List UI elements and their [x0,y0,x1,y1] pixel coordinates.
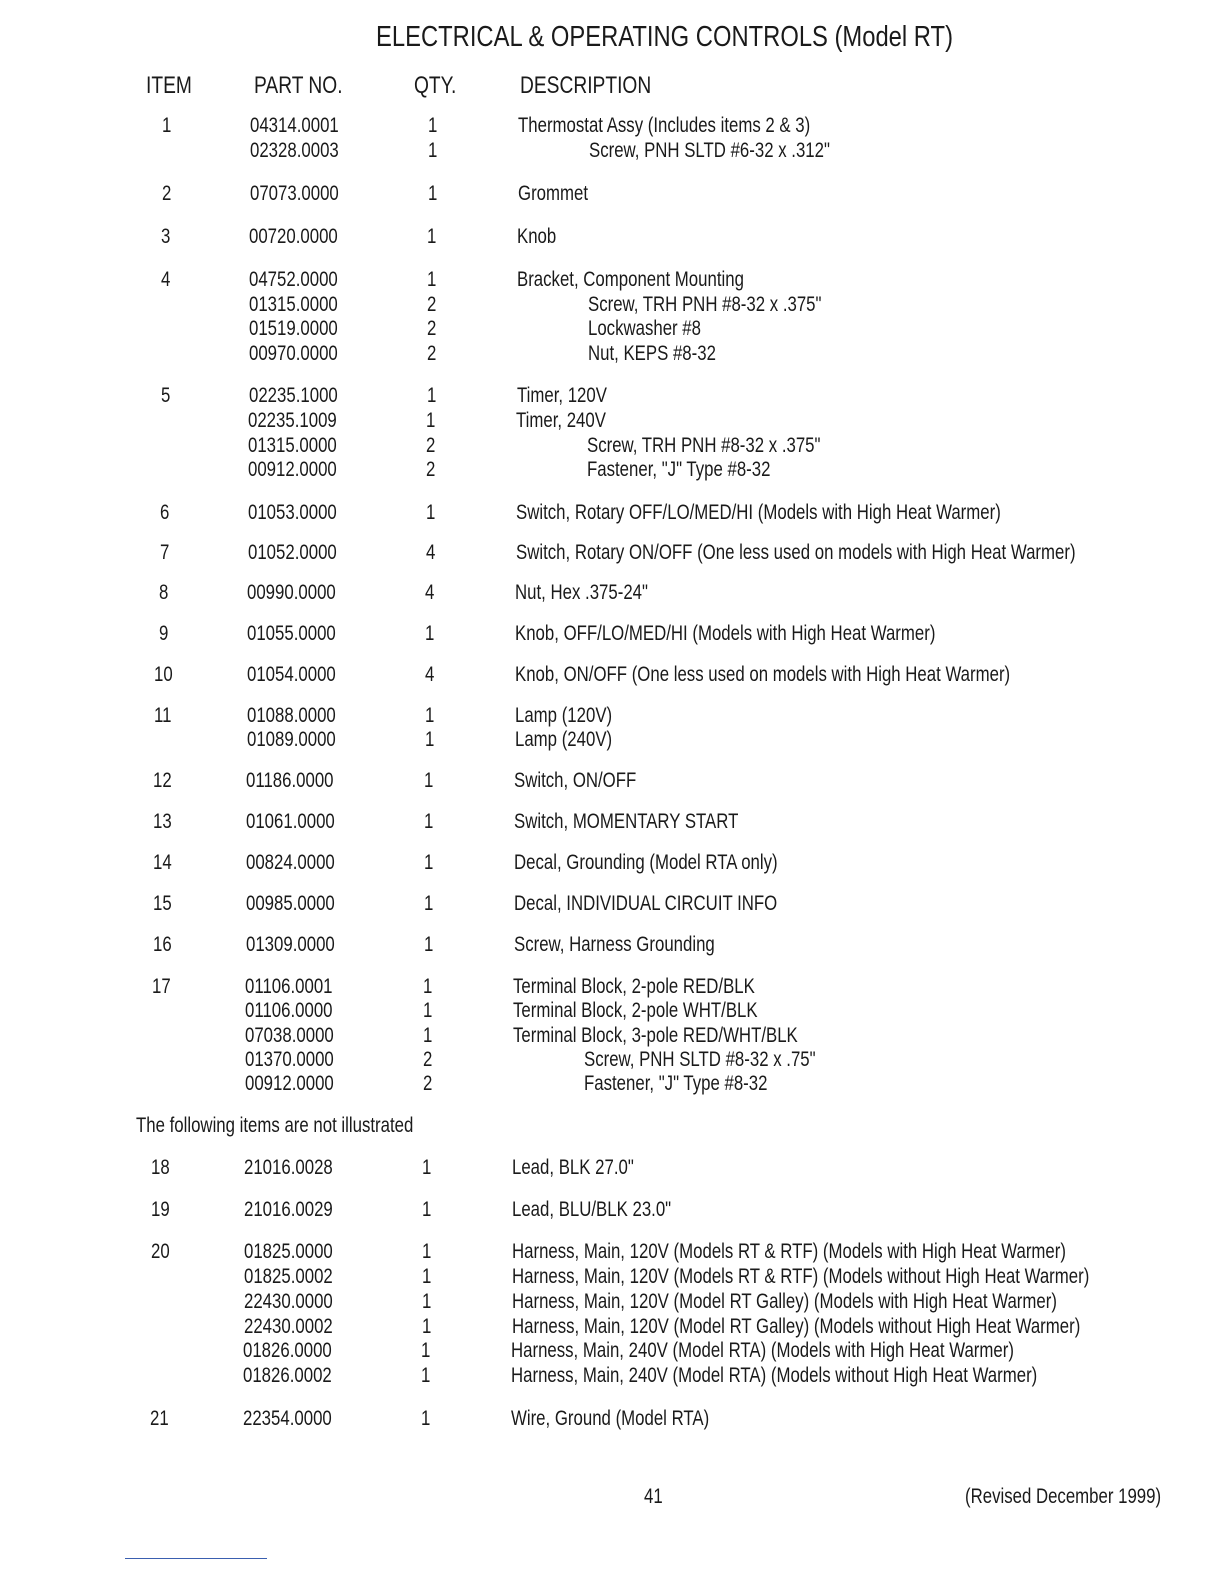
description: Switch, Rotary OFF/LO/MED/HI (Models with High Heat Warmer) [516,501,1001,524]
description: Knob, ON/OFF (One less used on models with High Heat Warmer) [515,663,1011,686]
part-number: 00912.0000 [245,1072,334,1095]
quantity: 1 [427,225,437,248]
revision-date: (Revised December 1999) [965,1485,1162,1508]
quantity: 4 [425,663,435,686]
page-title: ELECTRICAL & OPERATING CONTROLS (Model RT) [376,21,953,53]
description: Lamp (240V) [515,728,613,751]
item-number: 8 [159,581,169,604]
description: Switch, ON/OFF [514,769,637,792]
item-number: 11 [154,704,172,727]
part-number: 01315.0000 [248,434,337,457]
quantity: 1 [428,182,438,205]
quantity: 1 [421,1364,431,1387]
item-number: 9 [159,622,169,645]
part-number: 00985.0000 [246,892,335,915]
description: Timer, 240V [516,409,606,432]
quantity: 1 [424,933,434,956]
description: Screw, PNH SLTD #8-32 x .75" [584,1048,816,1071]
description: Fastener, "J" Type #8-32 [587,458,771,481]
description: Lead, BLK 27.0" [512,1156,634,1179]
description: Knob, OFF/LO/MED/HI (Models with High Heat Warmer) [515,622,936,645]
part-number: 01053.0000 [248,501,337,524]
quantity: 1 [427,268,437,291]
part-number: 22430.0002 [244,1315,333,1338]
part-number: 07073.0000 [250,182,339,205]
part-number: 01826.0000 [243,1339,332,1362]
description: Lamp (120V) [515,704,613,727]
item-number: 19 [151,1198,170,1221]
part-number: 01519.0000 [249,317,338,340]
part-number: 01089.0000 [247,728,336,751]
part-number: 02235.1000 [249,384,338,407]
description: Timer, 120V [517,384,607,407]
quantity: 1 [424,810,434,833]
description: Harness, Main, 240V (Model RTA) (Models with High Heat Warmer) [511,1339,1014,1362]
quantity: 1 [423,999,433,1022]
part-number: 01826.0002 [243,1364,332,1387]
description: Wire, Ground (Model RTA) [511,1407,710,1430]
description: Decal, Grounding (Model RTA only) [514,851,778,874]
quantity: 1 [422,1240,432,1263]
item-number: 16 [153,933,172,956]
quantity: 2 [427,293,437,316]
part-number: 01106.0000 [245,999,333,1022]
item-number: 5 [161,384,171,407]
quantity: 1 [425,728,435,751]
part-number: 00720.0000 [249,225,338,248]
description: Screw, Harness Grounding [514,933,715,956]
item-number: 10 [154,663,173,686]
description: Terminal Block, 3-pole RED/WHT/BLK [513,1024,798,1047]
header-description: DESCRIPTION [520,72,652,99]
quantity: 2 [423,1048,433,1071]
quantity: 1 [426,501,436,524]
quantity: 2 [423,1072,433,1095]
part-number: 02235.1009 [248,409,337,432]
description: Thermostat Assy (Includes items 2 & 3) [518,114,811,137]
part-number: 01825.0000 [244,1240,333,1263]
part-number: 21016.0029 [244,1198,333,1221]
quantity: 1 [421,1407,431,1430]
header-qty: QTY. [414,72,457,99]
description: Harness, Main, 120V (Models RT & RTF) (Models without High Heat Warmer) [512,1265,1090,1288]
part-number: 01825.0002 [244,1265,333,1288]
item-number: 21 [150,1407,169,1430]
description: Nut, Hex .375-24" [515,581,648,604]
part-number: 01052.0000 [248,541,337,564]
part-number: 00990.0000 [247,581,336,604]
item-number: 14 [153,851,172,874]
description: Screw, TRH PNH #8-32 x .375" [587,434,821,457]
item-number: 18 [151,1156,170,1179]
quantity: 1 [421,1339,431,1362]
description: Terminal Block, 2-pole WHT/BLK [513,999,758,1022]
quantity: 2 [427,317,437,340]
quantity: 1 [422,1198,432,1221]
footer-rule [125,1558,267,1559]
description: Grommet [518,182,589,205]
quantity: 2 [427,342,437,365]
quantity: 2 [426,458,436,481]
item-number: 2 [162,182,172,205]
quantity: 1 [425,704,435,727]
description: Knob [517,225,557,248]
item-number: 17 [152,975,171,998]
part-number: 01055.0000 [247,622,336,645]
item-number: 7 [160,541,170,564]
part-number: 00824.0000 [246,851,335,874]
quantity: 1 [423,1024,433,1047]
item-number: 3 [161,225,171,248]
part-number: 01315.0000 [249,293,338,316]
description: Harness, Main, 240V (Model RTA) (Models without High Heat Warmer) [511,1364,1038,1387]
quantity: 1 [423,975,433,998]
part-number: 00912.0000 [248,458,337,481]
part-number: 01106.0001 [245,975,333,998]
header-item: ITEM [146,72,192,99]
part-number: 02328.0003 [250,139,339,162]
description: Terminal Block, 2-pole RED/BLK [513,975,755,998]
quantity: 4 [426,541,436,564]
quantity: 1 [424,851,434,874]
item-number: 6 [160,501,170,524]
quantity: 1 [426,409,436,432]
item-number: 13 [153,810,172,833]
header-part-no: PART NO. [254,72,343,99]
quantity: 1 [427,384,437,407]
description: Screw, PNH SLTD #6-32 x .312" [589,139,830,162]
quantity: 1 [424,892,434,915]
part-number: 21016.0028 [244,1156,333,1179]
quantity: 1 [428,139,438,162]
quantity: 1 [422,1156,432,1179]
description: Switch, MOMENTARY START [514,810,739,833]
part-number: 01309.0000 [246,933,335,956]
item-number: 15 [153,892,172,915]
part-number: 07038.0000 [245,1024,334,1047]
description: Switch, Rotary ON/OFF (One less used on models with High Heat Warmer) [516,541,1076,564]
quantity: 4 [425,581,435,604]
part-number: 01186.0000 [246,769,334,792]
item-number: 20 [151,1240,170,1263]
part-number: 04752.0000 [249,268,338,291]
description: Lockwasher #8 [588,317,701,340]
item-number: 1 [162,114,172,137]
page-number: 41 [644,1485,663,1508]
description: Bracket, Component Mounting [517,268,744,291]
description: Nut, KEPS #8-32 [588,342,716,365]
part-number: 01061.0000 [246,810,335,833]
part-number: 04314.0001 [250,114,339,137]
quantity: 2 [426,434,436,457]
description: Harness, Main, 120V (Model RT Galley) (Models with High Heat Warmer) [512,1290,1057,1313]
item-number: 4 [161,268,171,291]
quantity: 1 [428,114,438,137]
quantity: 1 [422,1265,432,1288]
part-number: 00970.0000 [249,342,338,365]
quantity: 1 [422,1290,432,1313]
part-number: 22354.0000 [243,1407,332,1430]
description: Fastener, "J" Type #8-32 [584,1072,768,1095]
part-number: 01054.0000 [247,663,336,686]
item-number: 12 [153,769,172,792]
part-number: 01088.0000 [247,704,336,727]
quantity: 1 [425,622,435,645]
description: Decal, INDIVIDUAL CIRCUIT INFO [514,892,778,915]
part-number: 22430.0000 [244,1290,333,1313]
quantity: 1 [424,769,434,792]
part-number: 01370.0000 [245,1048,334,1071]
description: Harness, Main, 120V (Models RT & RTF) (Models with High Heat Warmer) [512,1240,1066,1263]
description: Harness, Main, 120V (Model RT Galley) (Models without High Heat Warmer) [512,1315,1081,1338]
description: Lead, BLU/BLK 23.0" [512,1198,672,1221]
description: Screw, TRH PNH #8-32 x .375" [588,293,822,316]
not-illustrated-note: The following items are not illustrated [136,1114,414,1137]
quantity: 1 [422,1315,432,1338]
